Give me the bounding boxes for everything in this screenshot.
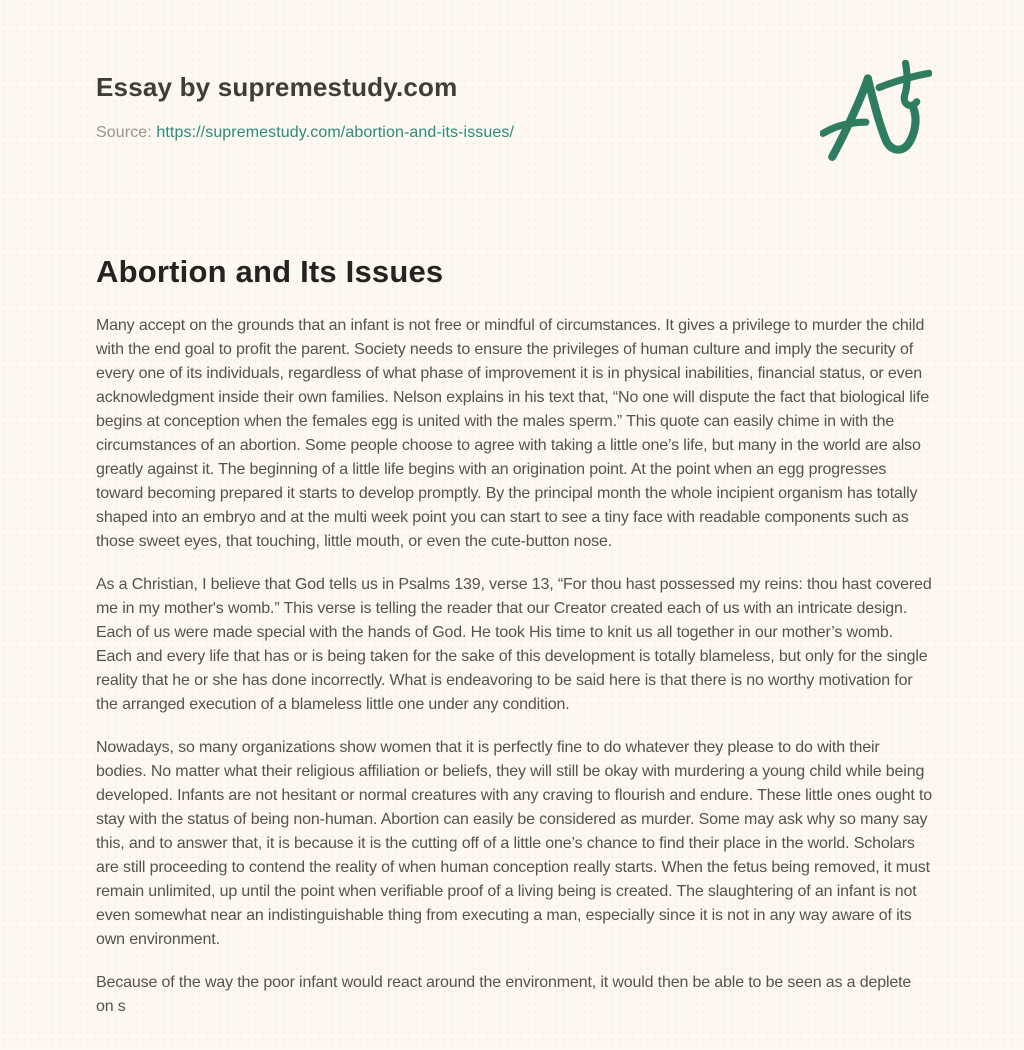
source-line xyxy=(96,124,932,142)
article-body xyxy=(96,314,932,1019)
article-title: Abortion and Its Issues xyxy=(96,254,444,289)
article-paragraph-3: Nowadays, so many organizations show women that it is perfectly fine to do whatever they please to do with their bodies. No matter what their religious affiliation or beliefs, they will still be okay with murdering a young child while being developed. Infants are not hesitant or normal creatures with any craving to flourish and endure. These little ones ought to stay with the status of being non-human. Abortion can easily be considered as murder. Some may ask why so many say this, and to answer that, it is because it is the cutting off of a little one’s chance to find their place in the world. Scholars are still proceeding to contend the reality of when human conception really starts. When the fetus being removed, it must remain unlimited, up until the point when verifiable proof of a living being is created. The slaughtering of an infant is not even somewhat near an indistinguishable thing from executing a man, especially since it is not in any way aware of its own environment. xyxy=(96,739,932,948)
article-paragraph-2: As a Christian, I believe that God tells us in Psalms 139, verse 13, “For thou hast possessed my reins: thou hast covered me in my mother's womb.” This verse is telling the reader that our Creator created each of us with an intricate design. Each of us were made special with the hands of God. He took His time to knit us all together in our mother’s womb. Each and every life that has or is being taken for the sake of this development is totally blameless, but only for the single reality that he or she has done incorrectly. What is endeavoring to be said here is that there is no worthy motivation for the arranged execution of a blameless little one under any condition. xyxy=(96,576,932,713)
a-plus-logo-icon xyxy=(820,60,932,164)
page-header xyxy=(96,72,932,142)
source-label: Source: xyxy=(96,124,152,141)
article-paragraph-1: Many accept on the grounds that an infant is not free or mindful of circumstances. It gives a privilege to murder the child with the end goal to profit the parent. Society needs to ensure the privileges of human culture and imply the security of every one of its individuals, regardless of what phase of improvement it is in physical inabilities, financial status, or even acknowledgment inside their own families. Nelson explains in his text that, “No one will dispute the fact that biological life begins at conception when the females egg is united with the males sperm.” This quote can easily chime in with the circumstances of an abortion. Some people choose to agree with taking a little one’s life, but many in the world are also greatly against it. The beginning of a little life begins with an origination point. At the point when an egg progresses toward becoming prepared it starts to develop promptly. By the principal month the whole incipient organism has totally shaped into an embryo and at the multi week point you can start to see a tiny face with readable components such as those sweet eyes, that touching, little mouth, or even the cute-button nose. xyxy=(96,317,930,550)
site-title: Essay by supremestudy.com xyxy=(96,72,458,102)
source-url-link[interactable]: https://supremestudy.com/abortion-and-its-issues/ xyxy=(156,124,515,141)
article-paragraph-4: Because of the way the poor infant would react around the environment, it would then be able to be seen as a deplete on s xyxy=(96,974,912,1015)
